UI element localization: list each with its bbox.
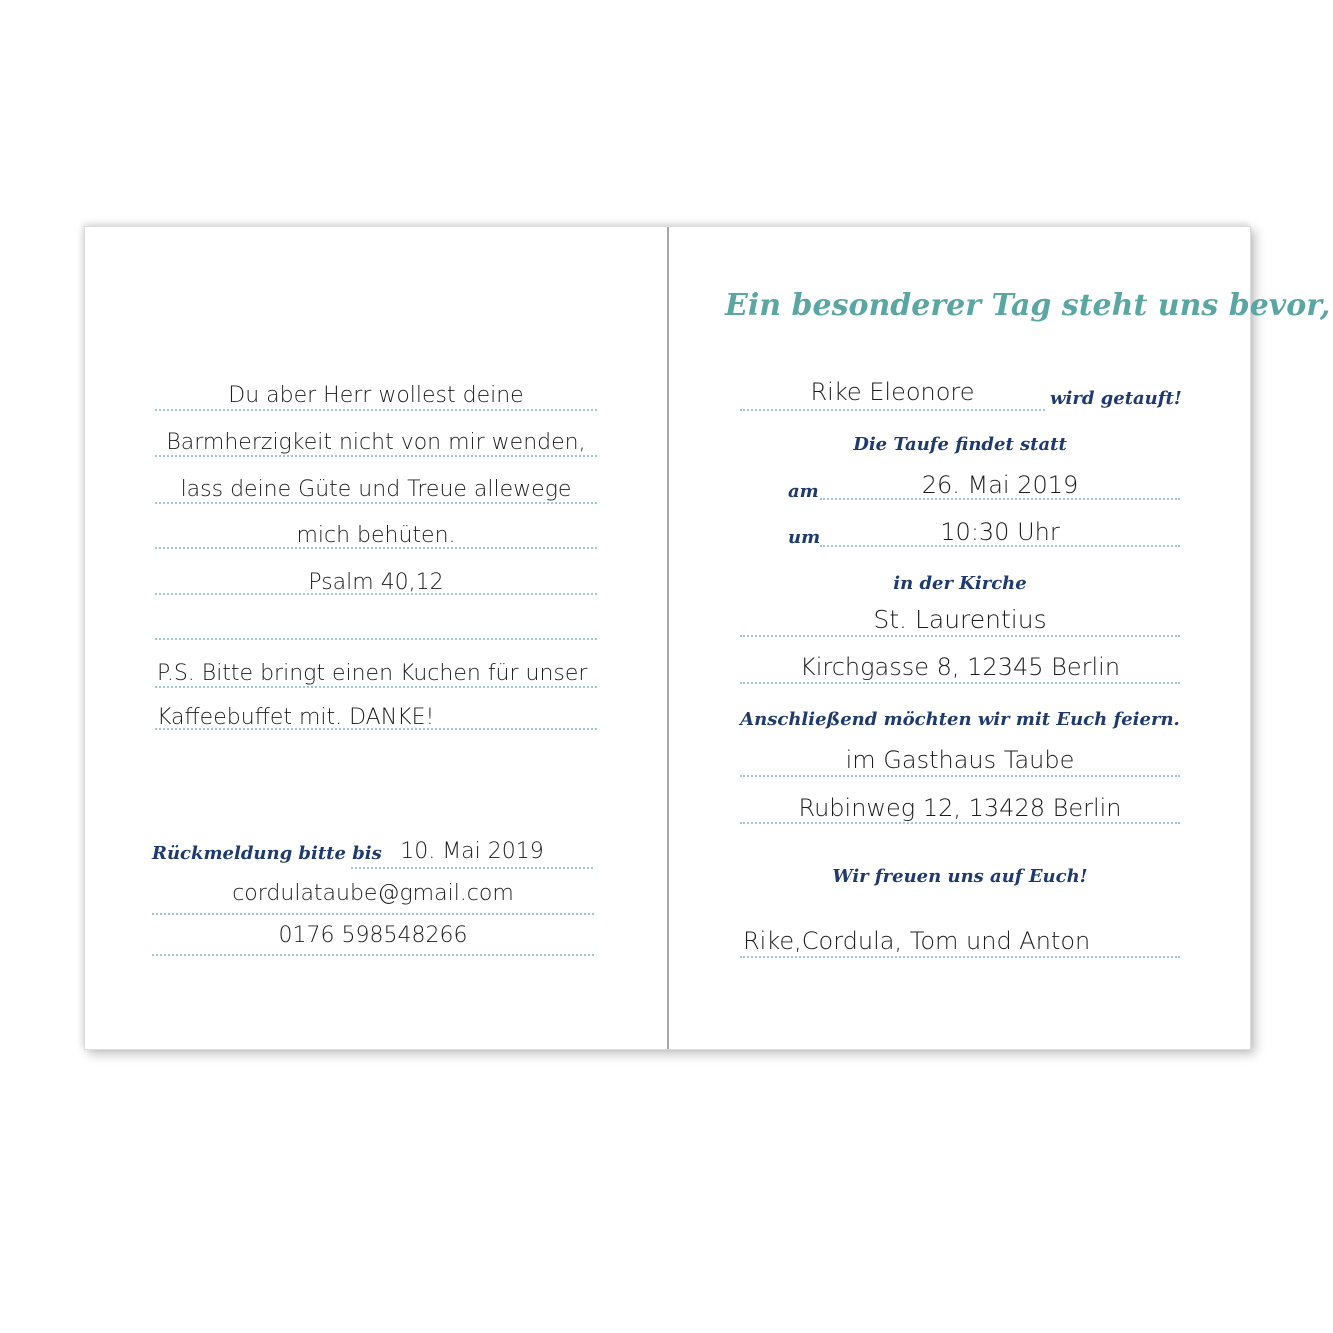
venue-name: im Gasthaus Taube [845, 746, 1075, 774]
verse-reference: Psalm 40,12 [308, 570, 444, 595]
time-label: um [788, 527, 821, 548]
dotted-line [155, 728, 597, 730]
date-label: am [788, 481, 819, 502]
child-name: Rike Eleonore [810, 378, 975, 406]
dotted-line [740, 775, 1180, 777]
dotted-line [351, 867, 593, 869]
dotted-line [740, 635, 1180, 637]
dotted-line [155, 638, 597, 640]
ceremony-date: 26. Mai 2019 [921, 471, 1079, 499]
dotted-line [820, 498, 1180, 500]
dotted-line [155, 547, 597, 549]
dotted-line [740, 956, 1180, 958]
ps-line-1: P.S. Bitte bringt einen Kuchen für unser [157, 661, 588, 686]
verse-line-1: Du aber Herr wollest deine [228, 383, 524, 408]
invitation-card [84, 226, 1331, 1050]
dotted-line [152, 954, 594, 956]
invitation-heading: Ein besonderer Tag steht uns bevor, [725, 288, 1331, 323]
church-label: in der Kirche [893, 573, 1027, 594]
dotted-line [820, 545, 1180, 547]
closing-label: Wir freuen uns auf Euch! [832, 866, 1088, 887]
baptized-label: wird getauft! [1050, 388, 1182, 409]
dotted-line [155, 409, 597, 411]
verse-line-4: mich behüten. [296, 523, 456, 548]
rsvp-date: 10. Mai 2019 [400, 839, 544, 864]
dotted-line [152, 913, 594, 915]
dotted-line [155, 502, 597, 504]
ceremony-time: 10:30 Uhr [940, 518, 1060, 546]
dotted-line [155, 686, 597, 688]
venue-address: Rubinweg 12, 13428 Berlin [798, 794, 1122, 822]
ps-line-2: Kaffeebuffet mit. DANKE! [157, 705, 435, 730]
dotted-line [740, 822, 1180, 824]
card-fold [667, 227, 669, 1049]
ceremony-label: Die Taufe findet statt [853, 434, 1067, 455]
celebration-label: Anschließend möchten wir mit Euch feiern. [740, 709, 1180, 730]
dotted-line [740, 682, 1180, 684]
verse-line-2: Barmherzigkeit nicht von mir wenden, [166, 430, 586, 455]
dotted-line [155, 593, 597, 595]
dotted-line [155, 455, 597, 457]
signature: Rike,Cordula, Tom und Anton [743, 927, 1091, 955]
rsvp-email: cordulataube@gmail.com [232, 881, 514, 906]
church-name: St. Laurentius [873, 605, 1047, 634]
dotted-line [740, 409, 1045, 411]
rsvp-label: Rückmeldung bitte bis [152, 843, 382, 864]
rsvp-phone: 0176 598548266 [278, 923, 468, 948]
church-address: Kirchgasse 8, 12345 Berlin [799, 653, 1121, 681]
verse-line-3: lass deine Güte und Treue allewege [180, 477, 572, 502]
